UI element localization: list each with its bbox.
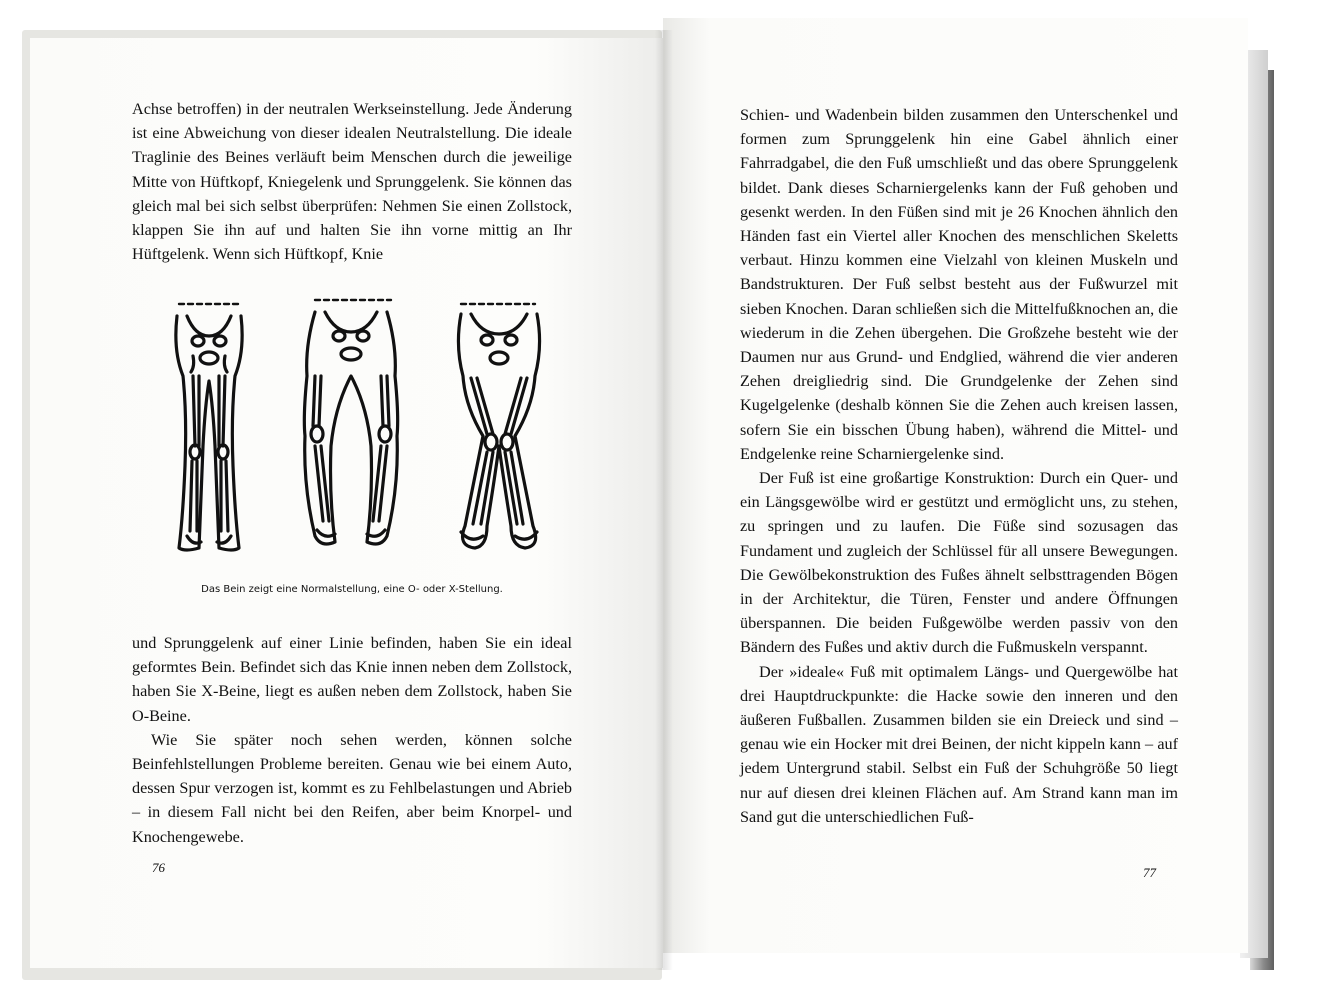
x-legs-figure	[458, 304, 539, 548]
o-legs-figure	[304, 300, 397, 544]
right-paragraph-1: Schien- und Wadenbein bilden zusammen den Unterschenkel und formen zum Sprunggelenk hin eine Gabel ähnlich einer Fahrradgabel, die den Fuß umschließt und das obere Sprunggelenk bildet. Dank dieses Scharniergelenks kann der Fuß gehoben und gesenkt werden. In den Füßen sind mit je 26 Knochen ähnlich den Händen fast ein Viertel aller Knochen des menschlichen Skeletts verbaut. Hinzu kommen eine Vielzahl von kleinen Muskeln und Bandstrukturen. Der Fuß selbst besteht aus der Fußwurzel mit sieben Knochen. Daran schließen sich die Mittelfußknochen an, die wiederum in die Zehen übergehen. Die Großzehe besteht wie der Daumen nur aus Grund- und Endglied, während die vier anderen Zehen dreigliedrig sind. Die Grundgelenke der Zehen sind Kugelgelenke (deshalb können Sie die Zehen auch kreisen lassen, sofern Sie ein bisschen Übung haben), während die Mittel- und Endgelenke reine Scharniergelenke sind.	[740, 106, 1178, 463]
right-paragraph-3: Der »ideale« Fuß mit optimalem Längs- und Quergewölbe hat drei Hauptdruckpunkte: die Hacke sowie den inneren und den äußeren Fußballen. Zusammen bilden sie ein Dreieck und sind – genau wie ein Hocker mit drei Beinen, der nicht kippeln kann – auf jedem Untergrund stabil. Selbst ein Fuß der Schuhgröße 50 liegt nur auf diesen drei kleinen Flächen auf. Am Strand kann man im Sand gut die unterschiedlichen Fuß-	[740, 662, 1178, 826]
page-number-right: 77	[1143, 865, 1156, 880]
left-paragraph-continue: und Sprunggelenk auf einer Linie befinden, haben Sie ein ideal geformtes Bein. Befindet sich das Knie innen neben dem Zollstock, haben Sie X-Beine, liegt es außen neben dem Zollstock, haben Sie O-Beine.	[132, 634, 572, 725]
left-paragraph-top: Achse betroffen) in der neutralen Werkseinstellung. Jede Änderung ist eine Abweichung von dieser idealen Neutralstellung. Die ideale Traglinie des Beines verläuft beim Menschen durch die jeweilige Mitte von Hüftkopf, Kniegelenk und Sprunggelenk. Sie können das gleich mal bei sich selbst überprüfen: Nehmen Sie einen Zollstock, klappen Sie ihn auf und halten Sie ihn vorne mittig an Ihr Hüftgelenk. Wenn sich Hüftkopf, Knie	[132, 100, 572, 264]
right-paragraph-2: Der Fuß ist eine großartige Konstruktion: Durch ein Quer- und ein Längsgewölbe wird er gestützt und ermöglicht uns, zu stehen, zu springen und zu laufen. Die Füße sind sozusagen das Fundament und zugleich der Schlüssel für all unsere Bewegungen. Die Gewölbekonstruktion des Fußes ähnelt selbsttragenden Bögen in der Architektur, die Türen, Fenster und andere Öffnungen überspannen. Die beiden Fußgewölbe werden passiv von den Bändern des Fußes und aktiv durch die Fußmuskeln verspannt.	[740, 469, 1178, 657]
right-text	[740, 103, 1178, 829]
left-paragraph-next: Wie Sie später noch sehen werden, können solche Beinfehlstellungen Probleme bereiten. Genau wie bei einem Auto, dessen Spur verzogen ist, kommt es zu Fehlbelastungen und Abrieb – in diesem Fall nicht bei den Reifen, aber beim Knorpel- und Knochengewebe.	[132, 730, 572, 846]
left-text-bottom	[132, 631, 572, 849]
left-text-top	[132, 97, 572, 266]
page-number-left: 76	[152, 860, 165, 875]
book-gutter	[655, 30, 673, 970]
figure-caption: Das Bein zeigt eine Normalstellung, eine O- oder X-Stellung.	[201, 584, 503, 595]
leg-alignment-illustration	[165, 296, 545, 566]
normal-legs-figure	[176, 304, 242, 550]
